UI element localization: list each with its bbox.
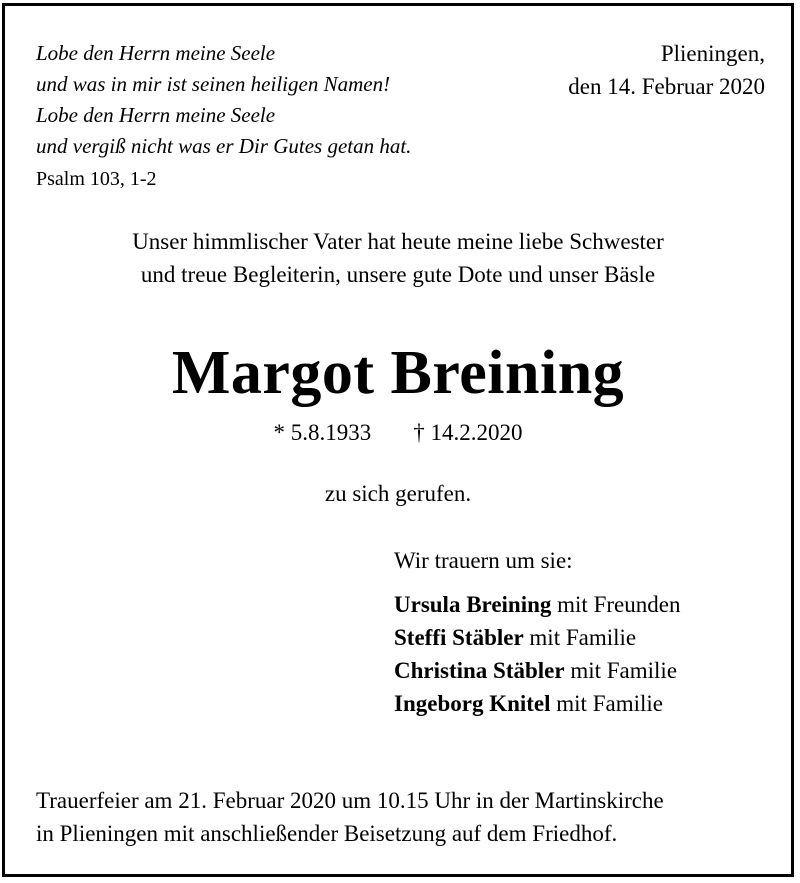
mourner-name: Ingeborg Knitel bbox=[394, 691, 551, 716]
verse-line: und was in mir ist seinen heiligen Namen! bbox=[36, 72, 391, 96]
funeral-info bbox=[36, 784, 664, 850]
place: Plieningen, bbox=[660, 41, 765, 66]
mourner-name: Ursula Breining bbox=[394, 592, 552, 617]
called-home-text: zu sich gerufen. bbox=[324, 481, 472, 506]
mourner-entry bbox=[394, 621, 680, 654]
mourner-name: Steffi Stäbler bbox=[394, 625, 524, 650]
intro-line: Unser himmlischer Vater hat heute meine liebe Schwester bbox=[132, 229, 664, 254]
mourner-entry bbox=[394, 687, 680, 720]
obituary-notice bbox=[2, 3, 794, 877]
place-date bbox=[568, 37, 765, 103]
mourners-heading: Wir trauern um sie: bbox=[394, 548, 573, 573]
bible-verse bbox=[36, 38, 411, 195]
mourner-name: Christina Stäbler bbox=[394, 658, 565, 683]
verse-reference: Psalm 103, 1-2 bbox=[36, 168, 157, 190]
mourner-entry bbox=[394, 654, 680, 687]
verse-line: Lobe den Herrn meine Seele bbox=[36, 103, 276, 127]
life-dates bbox=[5, 417, 791, 449]
birth-date: * 5.8.1933 bbox=[273, 420, 372, 445]
mourner-suffix: mit Familie bbox=[523, 625, 637, 650]
verse-line: Lobe den Herrn meine Seele bbox=[36, 41, 276, 65]
intro-text bbox=[5, 225, 791, 291]
verse-line: und vergiß nicht was er Dir Gutes getan hat. bbox=[36, 134, 412, 158]
mourner-suffix: mit Familie bbox=[550, 691, 663, 716]
mourner-entry bbox=[394, 588, 680, 621]
date: den 14. Februar 2020 bbox=[568, 74, 765, 99]
mourners-block bbox=[394, 544, 680, 720]
death-date: † 14.2.2020 bbox=[413, 420, 523, 445]
funeral-line: in Plieningen mit anschließender Beisetzung auf dem Friedhof. bbox=[36, 821, 618, 846]
mourner-suffix: mit Freunden bbox=[551, 592, 681, 617]
intro-line: und treue Begleiterin, unsere gute Dote und unser Bäsle bbox=[140, 262, 656, 287]
mourner-suffix: mit Familie bbox=[564, 658, 678, 683]
funeral-line: Trauerfeier am 21. Februar 2020 um 10.15 Uhr in der Martinskirche bbox=[36, 788, 664, 813]
deceased-name: Margot Breining bbox=[171, 339, 625, 407]
